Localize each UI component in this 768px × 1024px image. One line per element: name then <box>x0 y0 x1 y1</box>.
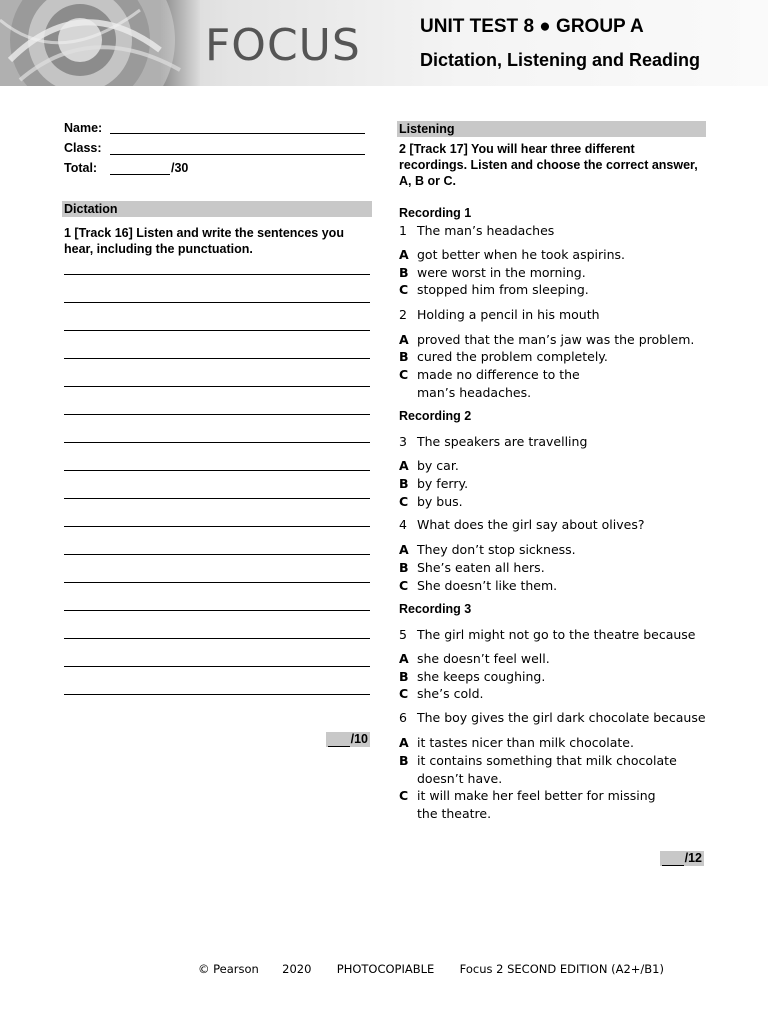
option-text: cured the problem completely. <box>417 349 608 364</box>
class-label: Class: <box>64 141 102 155</box>
option-letter: C <box>399 367 409 382</box>
q1-option-c[interactable] <box>399 281 707 299</box>
dictation-line[interactable] <box>64 330 370 331</box>
question-text: What does the girl say about olives? <box>417 517 645 532</box>
q3-option-a[interactable] <box>399 457 707 475</box>
option-letter: B <box>399 349 409 364</box>
question-1 <box>399 223 554 238</box>
question-text: The boy gives the girl dark chocolate because <box>417 710 706 725</box>
q2-option-b[interactable] <box>399 348 707 366</box>
dictation-line[interactable] <box>64 302 370 303</box>
option-text: stopped him from sleeping. <box>417 282 589 297</box>
dictation-line[interactable] <box>64 610 370 611</box>
option-letter: A <box>399 247 409 262</box>
option-text: it will make her feel better for missing the theatre. <box>417 788 656 821</box>
name-field[interactable] <box>110 133 365 134</box>
recording-2-heading: Recording 2 <box>399 409 472 423</box>
option-letter: C <box>399 578 409 593</box>
footer-photocopiable: PHOTOCOPIABLE <box>336 962 435 976</box>
class-field[interactable] <box>110 154 365 155</box>
question-2 <box>399 307 600 322</box>
dictation-score: /10 <box>350 732 368 746</box>
dictation-line[interactable] <box>64 274 370 275</box>
q5-option-b[interactable] <box>399 668 707 686</box>
test-title: UNIT TEST 8 ● GROUP A <box>420 16 644 37</box>
question-number: 5 <box>399 627 407 642</box>
question-number: 1 <box>399 223 407 238</box>
q4-option-a[interactable] <box>399 541 707 559</box>
option-letter: B <box>399 476 409 491</box>
question-number: 3 <box>399 434 407 449</box>
q6-option-a[interactable] <box>399 734 707 752</box>
score-blank <box>328 736 350 747</box>
option-text: it tastes nicer than milk chocolate. <box>417 735 634 750</box>
question-number: 4 <box>399 517 407 532</box>
option-text: by ferry. <box>417 476 469 491</box>
recording-3-heading: Recording 3 <box>399 602 472 616</box>
logo-swirl-graphic <box>0 0 200 86</box>
test-subtitle: Dictation, Listening and Reading <box>420 50 701 70</box>
option-text: made no difference to the man’s headaches. <box>417 367 580 400</box>
option-text: she doesn’t feel well. <box>417 651 550 666</box>
dictation-line[interactable] <box>64 582 370 583</box>
option-letter: B <box>399 265 409 280</box>
q6-option-b[interactable] <box>399 752 707 787</box>
option-text: it contains something that milk chocolate doesn’t have. <box>417 753 677 786</box>
option-letter: C <box>399 282 409 297</box>
option-text: by bus. <box>417 494 463 509</box>
q6-option-c[interactable] <box>399 787 669 822</box>
option-text: She doesn’t like them. <box>417 578 558 593</box>
dictation-line[interactable] <box>64 666 370 667</box>
option-letter: C <box>399 494 409 509</box>
dictation-line[interactable] <box>64 442 370 443</box>
option-letter: A <box>399 735 409 750</box>
question-5 <box>399 627 696 642</box>
dictation-line[interactable] <box>64 638 370 639</box>
dictation-score-box[interactable] <box>326 732 370 747</box>
q1-option-a[interactable] <box>399 246 707 264</box>
question-text: The girl might not go to the theatre because <box>417 627 696 642</box>
footer-edition: Focus 2 SECOND EDITION (A2+/B1) <box>459 962 664 976</box>
option-letter: B <box>399 560 409 575</box>
dictation-line[interactable] <box>64 414 370 415</box>
listening-heading: Listening <box>397 121 706 137</box>
listening-instruction: 2 [Track 17] You will hear three different recordings. Listen and choose the correct answer, A, B or C. <box>399 142 698 188</box>
dictation-line[interactable] <box>64 498 370 499</box>
listening-score: /12 <box>684 851 702 865</box>
question-4 <box>399 517 644 532</box>
brand-logo-text: FOCUS <box>205 20 361 71</box>
dictation-instruction: 1 [Track 16] Listen and write the sentences you hear, including the punctuation. <box>64 226 344 256</box>
dictation-line[interactable] <box>64 694 370 695</box>
dictation-line[interactable] <box>64 526 370 527</box>
q1-option-b[interactable] <box>399 264 707 282</box>
question-6 <box>399 710 706 725</box>
q2-option-c[interactable] <box>399 366 609 401</box>
total-denominator: /30 <box>171 161 189 175</box>
question-3 <box>399 434 587 449</box>
q2-option-a[interactable] <box>399 331 707 349</box>
option-text: got better when he took aspirins. <box>417 247 626 262</box>
option-text: by car. <box>417 458 459 473</box>
option-text: she keeps coughing. <box>417 669 546 684</box>
option-text: They don’t stop sickness. <box>417 542 576 557</box>
dictation-heading: Dictation <box>62 201 372 217</box>
dictation-line[interactable] <box>64 554 370 555</box>
q3-option-c[interactable] <box>399 493 707 511</box>
question-number: 2 <box>399 307 407 322</box>
question-text: The man’s headaches <box>417 223 555 238</box>
q5-option-c[interactable] <box>399 685 707 703</box>
footer-copyright: © Pearson <box>198 962 259 976</box>
dictation-line[interactable] <box>64 358 370 359</box>
question-text: The speakers are travelling <box>417 434 588 449</box>
option-text: she’s cold. <box>417 686 484 701</box>
q3-option-b[interactable] <box>399 475 707 493</box>
dictation-line[interactable] <box>64 386 370 387</box>
option-letter: C <box>399 686 409 701</box>
q4-option-b[interactable] <box>399 559 707 577</box>
page-footer <box>198 962 664 976</box>
footer-year: 2020 <box>282 962 312 976</box>
option-letter: A <box>399 458 409 473</box>
total-label: Total: <box>64 161 98 175</box>
name-label: Name: <box>64 121 103 135</box>
option-letter: A <box>399 651 409 666</box>
option-text: proved that the man’s jaw was the problem. <box>417 332 695 347</box>
option-letter: B <box>399 753 409 768</box>
question-number: 6 <box>399 710 407 725</box>
option-text: were worst in the morning. <box>417 265 586 280</box>
total-field[interactable] <box>110 174 170 175</box>
option-text: She’s eaten all hers. <box>417 560 545 575</box>
q4-option-c[interactable] <box>399 577 707 595</box>
option-letter: A <box>399 332 409 347</box>
page-header <box>0 0 768 86</box>
question-text: Holding a pencil in his mouth <box>417 307 600 322</box>
option-letter: C <box>399 788 409 803</box>
dictation-line[interactable] <box>64 470 370 471</box>
option-letter: A <box>399 542 409 557</box>
option-letter: B <box>399 669 409 684</box>
score-blank <box>662 855 684 866</box>
listening-score-box[interactable] <box>660 851 704 866</box>
recording-1-heading: Recording 1 <box>399 206 472 220</box>
q5-option-a[interactable] <box>399 650 707 668</box>
